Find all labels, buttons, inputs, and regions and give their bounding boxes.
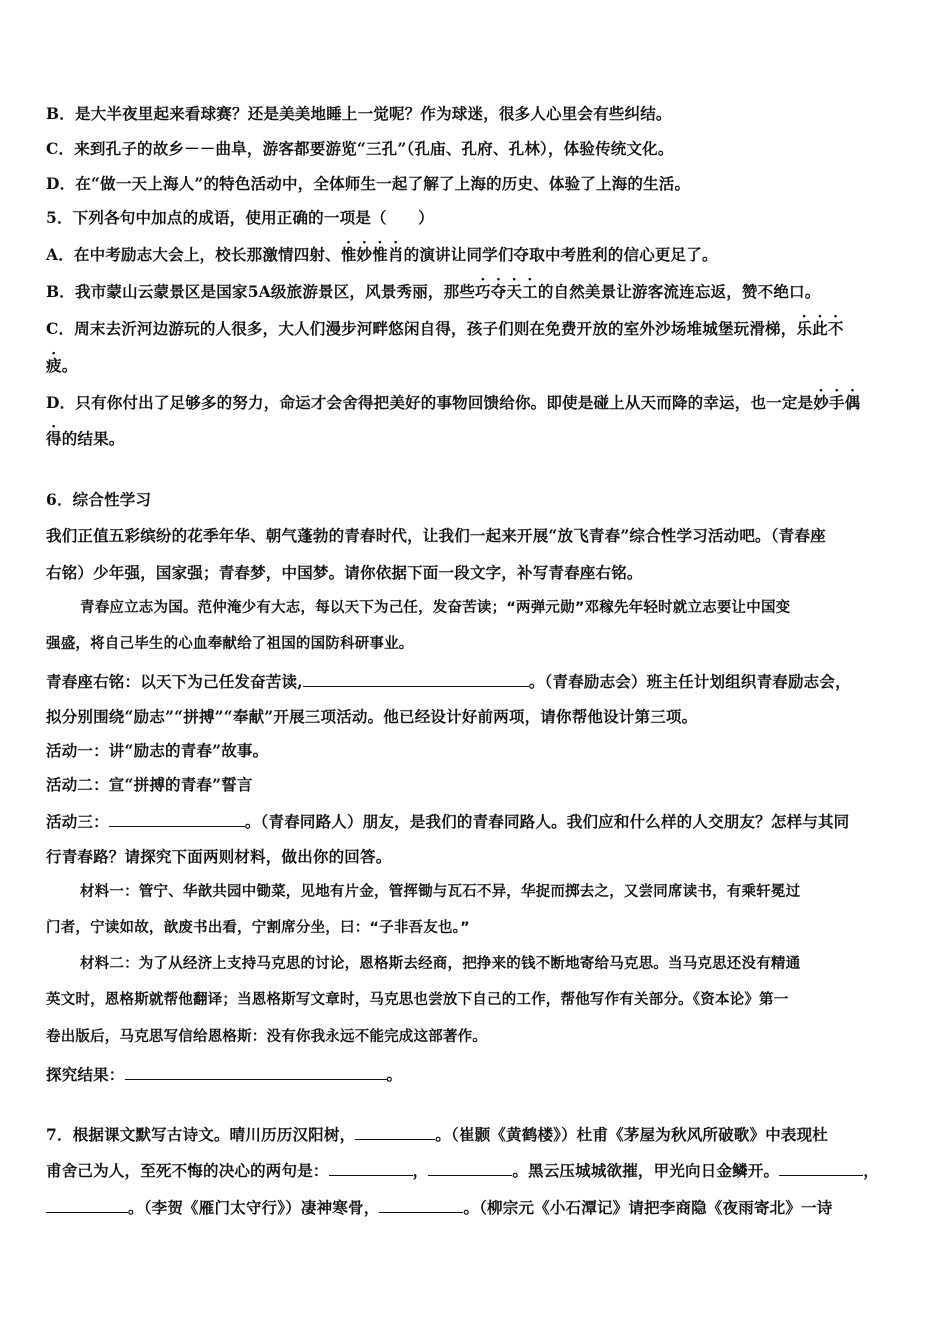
q5-a-suffix: 的演讲让同学们夺取中考胜利的信心更足了。 [403,245,718,264]
result-suffix: 。 [386,1065,403,1084]
q5-option-c-cont [46,356,906,376]
q5-option-b [46,282,906,302]
result-label: 探究结果： [46,1065,125,1084]
dotted-char: 巧 [475,282,491,301]
q5-a-idiom [341,245,404,264]
q6-intro-line2: 右铭）少年强，国家强；青春梦，中国梦。请你依据下面一段文字，补写青春座右铭。 [46,563,643,582]
material-2-line1: 材料二：为了从经济上支持马克思的讨论，恩格斯去经商，把挣来的钱不断地寄给马克思。当马克思还没有精通 [80,956,801,972]
dotted-char: 惟 [340,245,357,264]
q5-c-suffix: 。 [61,356,78,375]
dotted-char: 乐 [796,319,813,338]
q7-blank-3[interactable] [428,1159,512,1176]
q5-option-a [46,245,906,265]
motto-answer-blank[interactable] [303,670,529,687]
dotted-char: 偶 [844,393,861,412]
dotted-char: 得 [46,429,62,448]
question-7-line2 [46,1159,906,1181]
q6-passage-line2: 强盛，将自己毕生的心血奉献给了祖国的国防科研事业。 [46,636,414,652]
q7-l1-suffix: 。（崔颢《黄鹤楼》）杜甫《茅屋为秋风所破歌》中表现杜 [435,1125,828,1144]
q6-intro-line1: 我们正值五彩缤纷的花季年华、朝气蓬勃的青春时代，让我们一起来开展“放飞青春”综合性学习活动吧。（青春座 [46,526,826,545]
q6-result-line [46,1063,906,1085]
option-d: D．在“做一天上海人”的特色活动中，全体师生一起了解了上海的历史、体验了上海的生活。 [46,174,691,193]
q7-l2-mid: ， [412,1161,429,1180]
q7-blank-2[interactable] [329,1159,413,1176]
question-7-line1 [46,1123,906,1145]
dotted-char: 妙 [813,393,829,412]
q7-blank-5[interactable] [46,1196,128,1213]
material-1-line2: 门者，宁读如故，歆废书出看，宁割席分坐，曰：“子非吾友也。” [46,920,470,936]
q6-activity-intro: 拟分别围绕“励志”“拼搏”“奉献”开展三项活动。他已经设计好前两项，请你帮他设计第三项。 [46,707,698,726]
q5-option-d-cont [46,429,906,449]
q5-c-idiom [796,319,843,338]
dotted-char: 妙 [356,245,373,264]
option-b: B．是大半夜里起来看球赛？还是美美地睡上一觉呢？作为球迷，很多人心里会有些纠结。 [46,104,672,123]
dotted-char: 此 [812,319,828,338]
material-2-line3: 卷出版后，马克思写信给恩格斯：没有你我永远不能完成这部著作。 [46,1029,487,1045]
q6-passage-line1: 青春应立志为国。范仲淹少有大志，每以天下为己任，发奋苦读；“两弹元勋”邓稼先年轻时就立志要让中国变 [80,600,791,616]
question-7-line3 [46,1196,906,1218]
activity-3-answer-blank[interactable] [109,810,245,827]
q6-activity-3-cont: 行青春路？请探究下面两则材料，做出你的回答。 [46,847,392,866]
q5-b-idiom [475,282,538,301]
q7-l3-suffix: 。（柳宗元《小石潭记》请把李商隐《夜雨寄北》一诗 [463,1198,833,1217]
activity-3-label: 活动三： [46,812,109,831]
q5-c-prefix: C．周末去沂河边游玩的人很多，大人们漫步河畔悠闲自得，孩子们则在免费开放的室外沙场堆城堡玩滑梯， [46,319,797,338]
q5-b-suffix: 的自然美景让游客流连忘返，赞不绝口。 [537,282,821,301]
dotted-char: 天 [506,282,523,301]
q7-l3-mid: 。（李贺《雁门太守行》）凄神寒骨， [128,1198,380,1217]
q5-d-suffix: 的结果。 [61,429,125,448]
q6-motto-line [46,670,906,692]
q5-d-idiom [813,393,860,412]
option-c: C．来到孔子的故乡－－曲阜，游客都要游览“三孔”（孔庙、孔府、孔林），体验传统文化。 [46,139,674,158]
q7-l2-prefix: 甫舍己为人，至死不悔的决心的两句是： [46,1161,329,1180]
motto-suffix: 。（青春励志会）班主任计划组织青春励志会， [528,672,851,691]
q7-l1-prefix: 7．根据课文默写古诗文。晴川历历汉阳树， [46,1125,356,1144]
material-1-line1: 材料一：管宁、华歆共园中锄菜，见地有片金，管挥锄与瓦石不异，华捉而掷去之，又尝同席读书，有乘轩冕过 [80,884,801,900]
material-2-line2: 英文时，恩格斯就帮他翻译；当恩格斯写文章时，马克思也尝放下自己的工作，帮他写作有关部分。《资本论》第一 [46,992,789,1008]
q5-d-prefix: D．只有你付出了足够多的努力，命运才会舍得把美好的事物回馈给你。即使是碰上从天而降的幸运，也一定是 [46,393,814,412]
dotted-char: 手 [828,393,845,412]
q7-l2-suffix: 。黑云压城城欲摧，甲光向日金鳞开。 [512,1161,780,1180]
q5-a-prefix: A．在中考励志大会上，校长那激情四射、 [46,245,341,264]
question-5-stem: 5．下列各句中加点的成语，使用正确的一项是（ ） [46,208,434,227]
dotted-char: 不 [827,319,844,338]
q5-b-prefix: B．我市蒙山云蒙景区是国家5A级旅游景区，风景秀丽，那些 [46,282,476,301]
dotted-char: 疲 [46,356,62,375]
q7-blank-6[interactable] [379,1196,463,1213]
dotted-char: 夺 [490,282,507,301]
dotted-char: 肖 [387,245,404,264]
q7-blank-4[interactable] [779,1159,863,1176]
activity-3-suffix: 。（青春同路人）朋友，是我们的青春同路人。我们应和什么样的人交朋友？怎样与其同 [244,812,850,831]
result-answer-blank[interactable] [125,1063,387,1080]
q6-activity-2: 活动二：宣“拼搏的青春”誓言 [46,775,253,794]
q6-activity-1: 活动一：讲“励志的青春”故事。 [46,741,269,760]
q5-option-c [46,319,906,339]
q7-l2-end: ， [863,1161,879,1180]
question-6-title: 6．综合性学习 [46,490,152,509]
q5-option-d [46,393,906,413]
q6-activity-3 [46,810,906,832]
motto-label: 青春座右铭：以天下为己任发奋苦读, [46,672,303,691]
q7-blank-1[interactable] [355,1123,435,1140]
dotted-char: 惟 [372,245,388,264]
dotted-char: 工 [522,282,538,301]
